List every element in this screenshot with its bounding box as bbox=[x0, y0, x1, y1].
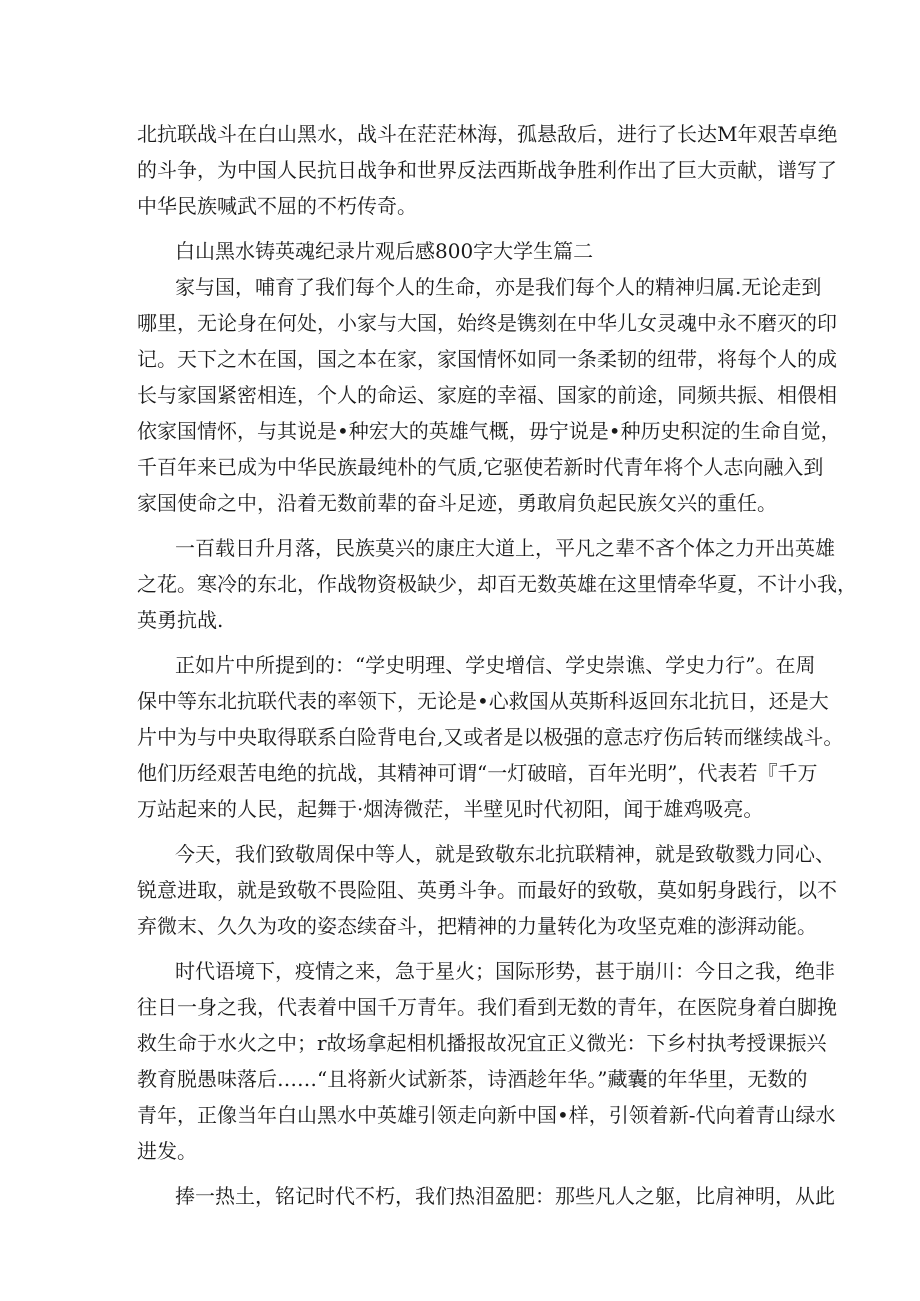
text-line: 的斗争，为中国人民抗日战争和世界反法西斯战争胜利作出了巨大贡献，谱写了 bbox=[137, 158, 837, 182]
text-line: 救生命于水火之中；r故场拿起相机播报故况宜正义微光：下乡村执考授课振兴 bbox=[137, 1031, 827, 1055]
text-line: 一百载日升月落，民族莫兴的康庄大道上，平凡之辈不吝个体之力开出英雄 bbox=[175, 536, 835, 560]
text-line: 万站起来的人民，起舞于·烟涛微茫，半壁见时代初阳，闻于雄鸡吸亮。 bbox=[137, 797, 764, 821]
text-line: 千百年来已成为中华民族最纯朴的气质,它驱使若新时代青年将个人志向融入到 bbox=[137, 455, 824, 479]
text-line: 正如片中所提到的：“学史明理、学史增信、学史崇谯、学史力行”。在周 bbox=[175, 653, 816, 677]
text-line: 往日一身之我，代表着中国千万青年。我们看到无数的青年，在医院身着白脚挽 bbox=[137, 995, 837, 1019]
text-line: 捧一热土，铭记时代不朽，我们热泪盈肥：那些凡人之躯，比肩神明，从此 bbox=[175, 1184, 835, 1208]
text-line: 弃微末、久久为攻的姿态续奋斗，把精神的力量转化为攻坚克难的澎湃动能。 bbox=[137, 914, 817, 938]
text-line: 记。天下之木在国，国之本在家，家国情怀如同一条柔韧的纽带，将每个人的成 bbox=[137, 347, 837, 371]
text-line: 他们历经艰苦电绝的抗战，其精神可谓“一灯破暗，百年光明”，代表若『千万 bbox=[137, 761, 818, 785]
document-body bbox=[137, 116, 857, 1214]
text-line: 保中等东北抗联代表的率领下，无论是•心救国从英斯科返回东北抗日，还是大 bbox=[137, 689, 829, 713]
text-line: 教育脱愚味落后……“且将新火试新茶，诗酒趁年华。”藏囊的年华里，无数的 bbox=[137, 1067, 808, 1091]
text-line: 片中为与中央取得联系白险背电台,又或者是以极强的意志疗伤后转而继续战斗。 bbox=[137, 725, 844, 749]
text-line: 青年，正像当年白山黑水中英雄引领走向新中国•样，引领着新-代向着青山绿水 bbox=[137, 1103, 836, 1127]
text-line: 北抗联战斗在白山黑水，战斗在茫茫林海，孤悬敌后，进行了长达M年艰苦卓绝 bbox=[137, 122, 838, 146]
section-heading: 白山黑水铸英魂纪录片观后感800字大学生篇二 bbox=[175, 239, 594, 263]
text-line: 锐意进取，就是致敬不畏险阻、英勇斗争。而最好的致敬，莫如躬身践行，以不 bbox=[137, 878, 837, 902]
text-line: 进发。 bbox=[137, 1139, 197, 1163]
text-line: 长与家国紧密相连，个人的命运、家庭的幸福、国家的前途，同频共振、相偎相 bbox=[137, 383, 837, 407]
text-line: 之花。寒冷的东北，作战物资极缺少，却百无数英雄在这里情牵华夏，不计小我， bbox=[137, 572, 857, 596]
text-line: 家与国，哺育了我们每个人的生命，亦是我们每个人的精神归属.无论走到 bbox=[175, 275, 822, 299]
text-line: 家国使命之中，沿着无数前辈的奋斗足迹，勇敢肩负起民族攵兴的重任。 bbox=[137, 491, 777, 515]
text-line: 中华民族喊武不屈的不朽传奇。 bbox=[137, 194, 417, 218]
text-line: 依家国情怀，与其说是•种宏大的英雄气概，毋宁说是•种历史积淀的生命自觉， bbox=[137, 419, 841, 443]
text-line: 英勇抗战. bbox=[137, 608, 224, 632]
text-line: 哪里，无论身在何处，小家与大国，始终是镌刻在中华儿女灵魂中永不磨灭的印 bbox=[137, 311, 837, 335]
text-line: 今天，我们致敬周保中等人，就是致敬东北抗联精神，就是致敬戮力同心、 bbox=[175, 842, 835, 866]
text-line: 时代语境下，疫情之来，急于星火；国际形势，甚于崩川：今日之我，绝非 bbox=[175, 959, 835, 983]
